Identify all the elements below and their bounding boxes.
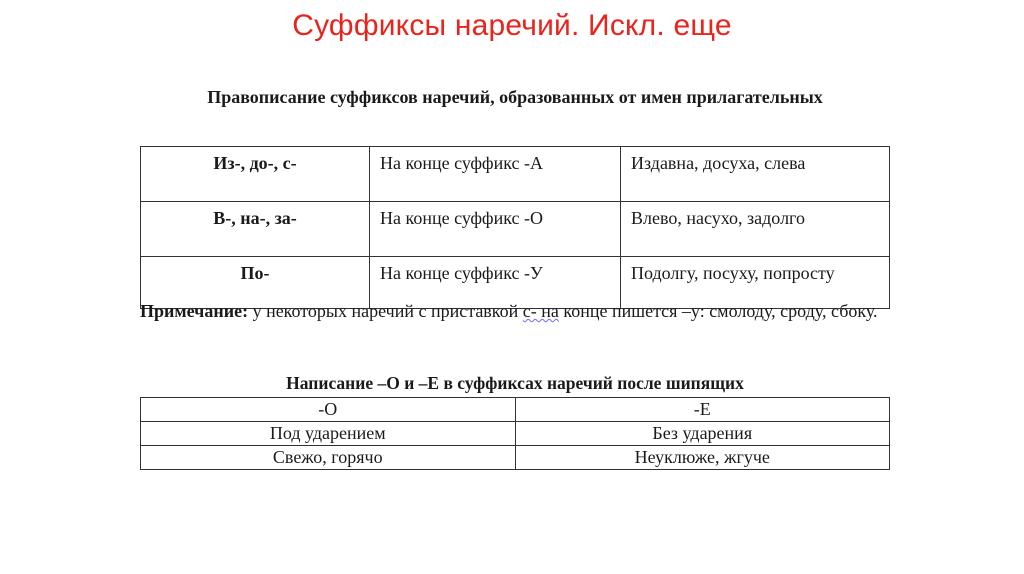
header-cell: -О [141,398,516,422]
header-cell: -Е [515,398,890,422]
table-cell: Свежо, горячо [141,446,516,470]
note-text: у некоторых наречий с приставкой [248,301,523,321]
table-row [141,422,890,446]
prefix-cell: По- [141,257,370,309]
slide-title: Суффиксы наречий. Искл. еще [292,9,732,42]
suffix-rules-table [140,146,890,309]
note-paragraph [140,298,890,324]
o-e-suffix-table [140,397,890,470]
section2-heading: Написание –О и –Е в суффиксах наречий после шипящих [286,373,744,393]
table-row [141,147,890,202]
table-cell: Под ударением [141,422,516,446]
table-cell: Без ударения [515,422,890,446]
rule-cell: На конце суффикс -А [370,147,621,202]
examples-cell: Издавна, досуха, слева [621,147,890,202]
examples-cell: Влево, насухо, задолго [621,202,890,257]
table-row [141,202,890,257]
note-label: Примечание: [140,301,249,321]
note-text: конце пишется –у: смолоду, сроду, сбоку. [558,301,878,321]
section1-heading: Правописание суффиксов наречий, образованных от имен прилагательных [207,87,823,107]
examples-cell: Подолгу, посуху, попросту [621,257,890,309]
table-header-row [141,398,890,422]
note-spellcheck-highlight: с- на [522,301,559,321]
rule-cell: На конце суффикс -У [370,257,621,309]
prefix-cell: В-, на-, за- [141,202,370,257]
rule-cell: На конце суффикс -О [370,202,621,257]
table-cell: Неуклюже, жгуче [515,446,890,470]
table-row [141,446,890,470]
prefix-cell: Из-, до-, с- [141,147,370,202]
